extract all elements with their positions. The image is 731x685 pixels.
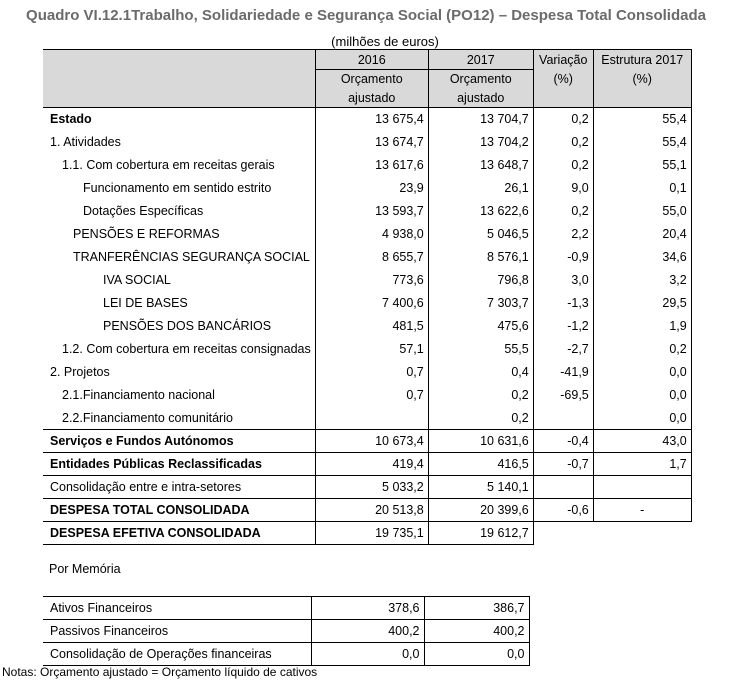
row-label: Funcionamento em sentido estrito xyxy=(83,181,272,195)
row-label: LEI DE BASES xyxy=(103,296,188,310)
row-label: Estado xyxy=(50,112,92,127)
table-row: DESPESA TOTAL CONSOLIDADA 20 513,8 20 399,6 -0,6 - xyxy=(43,499,691,522)
row-label: 1.1. Com cobertura em receitas gerais xyxy=(62,158,275,172)
table-row: 1.1. Com cobertura em receitas gerais 13 617,6 13 648,7 0,2 55,1 xyxy=(43,154,691,177)
table-row: LEI DE BASES 7 400,6 7 303,7 -1,3 29,5 xyxy=(43,292,691,315)
table-row: Entidades Públicas Reclassificadas 419,4 416,5 -0,7 1,7 xyxy=(43,453,691,476)
table-row: DESPESA EFETIVA CONSOLIDADA 19 735,1 19 612,7 xyxy=(43,522,691,545)
table-row: IVA SOCIAL 773,6 796,8 3,0 3,2 xyxy=(43,269,691,292)
row-label: Consolidação entre e intra-setores xyxy=(43,476,315,499)
header-2017: 2017 xyxy=(428,50,533,70)
table-row: 1.2. Com cobertura em receitas consignadas 57,1 55,5 -2,7 0,2 xyxy=(43,338,691,361)
row-label: DESPESA TOTAL CONSOLIDADA xyxy=(43,499,315,522)
row-label: Ativos Financeiros xyxy=(43,597,311,620)
header-variacao: Variação xyxy=(533,50,593,70)
table-row: TRANFERÊNCIAS SEGURANÇA SOCIAL 8 655,7 8 576,1 -0,9 34,6 xyxy=(43,246,691,269)
row-label: 1.2. Com cobertura em receitas consignadas xyxy=(62,342,311,356)
header-blank xyxy=(43,50,315,108)
table-row: Ativos Financeiros 378,6 386,7 xyxy=(43,597,529,620)
table-row: 1. Atividades 13 674,7 13 704,2 0,2 55,4 xyxy=(43,131,691,154)
header-2016: 2016 xyxy=(315,50,428,70)
table-row: PENSÕES DOS BANCÁRIOS 481,5 475,6 -1,2 1,9 xyxy=(43,315,691,338)
table-row: Serviços e Fundos Autónomos 10 673,4 10 631,6 -0,4 43,0 xyxy=(43,430,691,453)
row-label: PENSÕES E REFORMAS xyxy=(73,227,220,241)
table-title: Quadro VI.12.1Trabalho, Solidariedade e Segurança Social (PO12) – Despesa Total Consolidada xyxy=(26,7,706,24)
row-label: DESPESA EFETIVA CONSOLIDADA xyxy=(43,522,315,545)
header-orc-2017: Orçamento xyxy=(428,70,533,89)
row-label: IVA SOCIAL xyxy=(103,273,171,287)
table-row: 2.1.Financiamento nacional 0,7 0,2 -69,5 0,0 xyxy=(43,384,691,407)
row-label: 2. Projetos xyxy=(50,365,110,379)
row-label: 2.2.Financiamento comunitário xyxy=(62,410,233,425)
footnote: Notas: Orçamento ajustado = Orçamento líquido de cativos xyxy=(2,665,318,679)
table-row: Funcionamento em sentido estrito 23,9 26,1 9,0 0,1 xyxy=(43,177,691,200)
table-row: PENSÕES E REFORMAS 4 938,0 5 046,5 2,2 20,4 xyxy=(43,223,691,246)
header-var-unit: (%) xyxy=(533,70,593,89)
expense-table xyxy=(43,49,692,545)
table-row: Passivos Financeiros 400,2 400,2 xyxy=(43,620,529,643)
row-label: Consolidação de Operações financeiras xyxy=(43,643,311,666)
row-label: Entidades Públicas Reclassificadas xyxy=(43,453,315,476)
row-label: Passivos Financeiros xyxy=(43,620,311,643)
memo-label: Por Memória xyxy=(49,562,121,576)
header-estrutura: Estrutura 2017 xyxy=(593,50,691,70)
row-label: TRANFERÊNCIAS SEGURANÇA SOCIAL xyxy=(73,250,310,264)
table-row: Consolidação de Operações financeiras 0,0 0,0 xyxy=(43,643,529,666)
table-row: 2.2.Financiamento comunitário 0,2 0,0 xyxy=(43,407,691,430)
table-row: Dotações Específicas 13 593,7 13 622,6 0,2 55,0 xyxy=(43,200,691,223)
memo-table xyxy=(43,596,530,666)
header-aj-2017: ajustado xyxy=(428,89,533,108)
table-row: Consolidação entre e intra-setores 5 033,2 5 140,1 xyxy=(43,476,691,499)
table-row: Estado 13 675,4 13 704,7 0,2 55,4 xyxy=(43,108,691,131)
table-row: 2. Projetos 0,7 0,4 -41,9 0,0 xyxy=(43,361,691,384)
row-label: 2.1.Financiamento nacional xyxy=(62,388,215,402)
row-label: Serviços e Fundos Autónomos xyxy=(43,430,315,453)
header-orc-2016: Orçamento xyxy=(315,70,428,89)
row-label: 1. Atividades xyxy=(50,135,121,149)
header-est-unit: (%) xyxy=(593,70,691,89)
row-label: Dotações Específicas xyxy=(83,204,204,218)
unit-label: (milhões de euros) xyxy=(331,34,439,49)
row-label: PENSÕES DOS BANCÁRIOS xyxy=(103,319,272,333)
header-aj-2016: ajustado xyxy=(315,89,428,108)
